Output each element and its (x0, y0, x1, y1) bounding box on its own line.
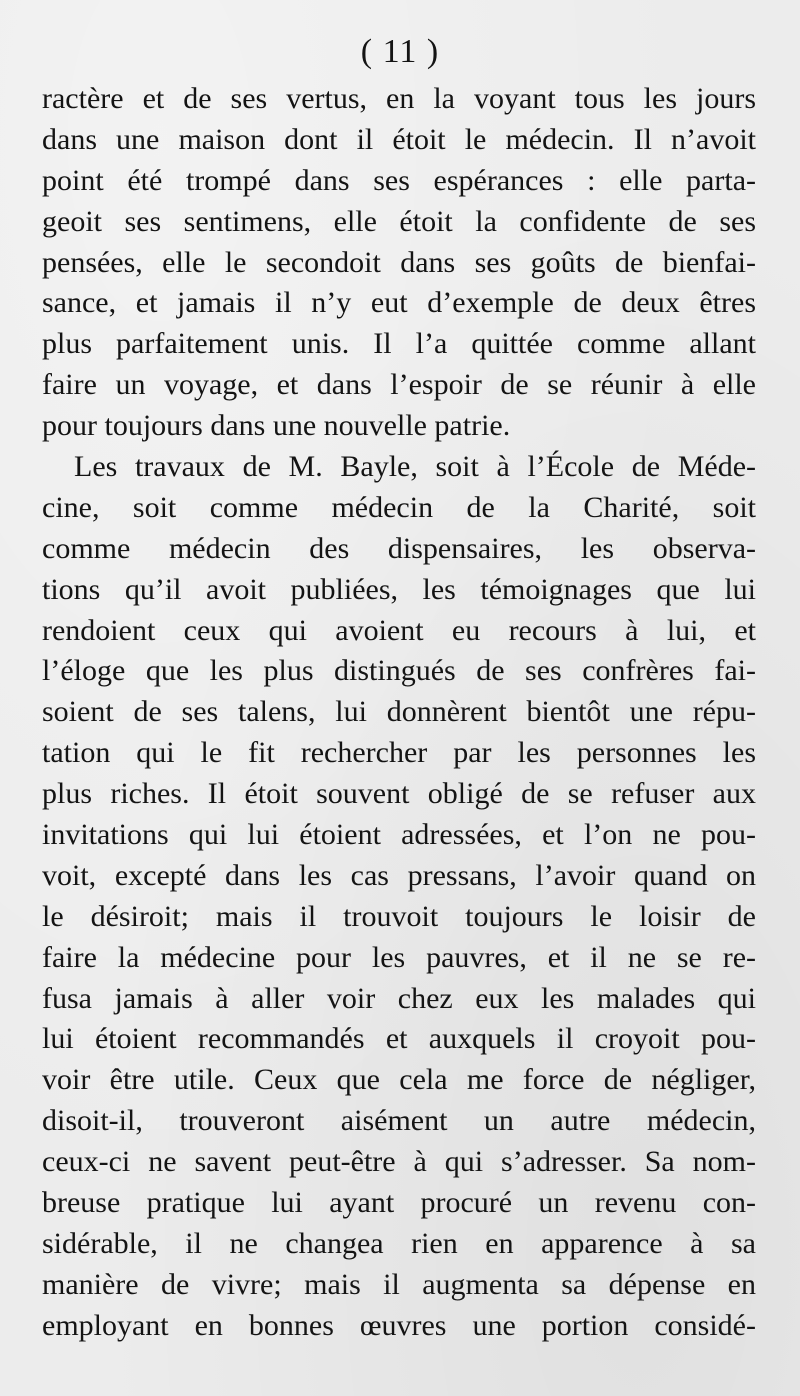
text-line-8: faire un voyage, et dans l’espoir de se réunir à elle (42, 368, 756, 402)
text-line-2: dans une maison dont il étoit le médecin. Il n’avoit (42, 122, 756, 156)
text-line-1: ractère et de ses vertus, en la voyant tous les jours (42, 82, 756, 115)
text-line-19: invitations qui lui étoient adressées, et l’on ne pou- (42, 818, 756, 852)
text-line-6: sance, et jamais il n’y eut d’exemple de deux êtres (42, 286, 756, 320)
text-line-11: cine, soit comme médecin de la Charité, soit (42, 490, 756, 524)
text-line-5: pensées, elle le secondoit dans ses goûts de bienfai- (42, 245, 756, 279)
body-text (42, 79, 756, 1347)
text-line-4: geoit ses sentimens, elle étoit la confidente de ses (42, 204, 756, 238)
text-line-31: employant en bonnes œuvres une portion considé- (42, 1308, 756, 1342)
text-line-3: point été trompé dans ses espérances : elle parta- (42, 163, 756, 197)
page-number: ( 11 ) (360, 33, 440, 70)
text-line-13: tions qu’il avoit publiées, les témoignages que lui (42, 572, 756, 606)
text-line-12: comme médecin des dispensaires, les observa- (42, 531, 756, 565)
text-line-14: rendoient ceux qui avoient eu recours à lui, et (42, 613, 756, 647)
text-line-28: breuse pratique lui ayant procuré un revenu con- (42, 1186, 756, 1220)
text-line-17: tation qui le fit rechercher par les personnes les (42, 736, 756, 770)
paragraph-2-first-line: Les travaux de M. Bayle, soit à l’École de Méde- (74, 450, 756, 484)
text-line-25: voir être utile. Ceux que cela me force de négliger, (42, 1063, 756, 1097)
text-line-22: faire la médecine pour les pauvres, et il ne se re- (42, 940, 756, 974)
text-line-18: plus riches. Il étoit souvent obligé de se refuser aux (42, 777, 756, 811)
text-line-29: sidérable, il ne changea rien en apparence à sa (42, 1226, 756, 1260)
paragraph-1-last-line: pour toujours dans une nouvelle patrie. (42, 409, 511, 443)
text-line-26: disoit-il, trouveront aisément un autre médecin, (42, 1104, 756, 1138)
text-line-21: le désiroit; mais il trouvoit toujours le loisir de (42, 899, 756, 933)
text-line-30: manière de vivre; mais il augmenta sa dépense en (42, 1267, 756, 1301)
text-line-23: fusa jamais à aller voir chez eux les malades qui (42, 981, 756, 1015)
text-line-16: soient de ses talens, lui donnèrent bientôt une répu- (42, 695, 756, 729)
text-line-27: ceux-ci ne savent peut-être à qui s’adresser. Sa nom- (42, 1145, 756, 1179)
text-line-24: lui étoient recommandés et auxquels il croyoit pou- (42, 1022, 756, 1056)
text-line-20: voit, excepté dans les cas pressans, l’avoir quand on (42, 858, 756, 892)
text-line-15: l’éloge que les plus distingués de ses confrères fai- (42, 654, 756, 688)
text-line-7: plus parfaitement unis. Il l’a quittée comme allant (42, 327, 756, 361)
